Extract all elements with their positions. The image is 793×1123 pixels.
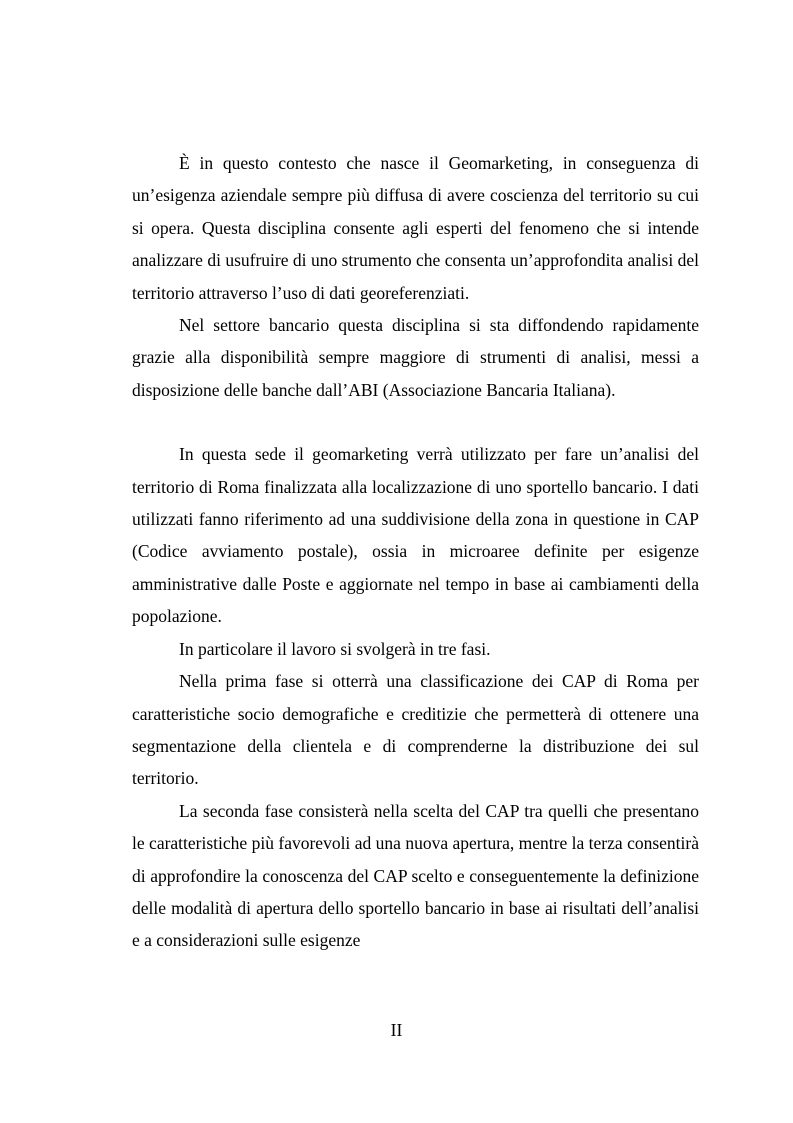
paragraph-second-third-phase: La seconda fase consisterà nella scelta del CAP tra quelli che presentano le caratteristiche più favorevoli ad una nuova apertura, mentre la terza consentirà di approfondire la conoscenza del CAP scelto e conseguentemente la definizione delle modalità di apertura dello sportello bancario in base ai risultati dell’analisi e a considerazioni sulle esigenze (132, 800, 699, 951)
paragraph-rome-analysis: In questa sede il geomarketing verrà utilizzato per fare un’analisi del territorio di Roma finalizzata alla localizzazione di uno sportello bancario. I dati utilizzati fanno riferimento ad una suddivisione della zona in questione in CAP (Codice avviamento postale), ossia in microaree definite per esigenze amministrative dalle Poste e aggiornate nel tempo in base ai cambiamenti della popolazione. (132, 444, 699, 627)
paragraph-geomarketing-intro: È in questo contesto che nasce il Geomarketing, in conseguenza di un’esigenza aziendale sempre più diffusa di avere coscienza del territorio su cui si opera. Questa disciplina consente agli esperti del fenomeno che si intende analizzare di usufruire di uno strumento che consenta un’approfondita analisi del territorio attraverso l’uso di dati georeferenziati. (132, 153, 699, 303)
paragraph-first-phase: Nella prima fase si otterrà una classificazione dei CAP di Roma per caratteristiche socio demografiche e creditizie che permetterà di ottenere una segmentazione della clientela e di comprenderne la distribuzione dei sul territorio. (132, 671, 699, 789)
body-text (132, 147, 699, 957)
paragraph-three-phases: In particolare il lavoro si svolgerà in tre fasi. (179, 638, 491, 659)
page-number: II (390, 1020, 403, 1040)
paragraph-banking-sector: Nel settore bancario questa disciplina si sta diffondendo rapidamente grazie alla disponibilità sempre maggiore di strumenti di analisi, messi a disposizione delle banche dall’ABI (Associazione Bancaria Italiana). (132, 315, 699, 400)
